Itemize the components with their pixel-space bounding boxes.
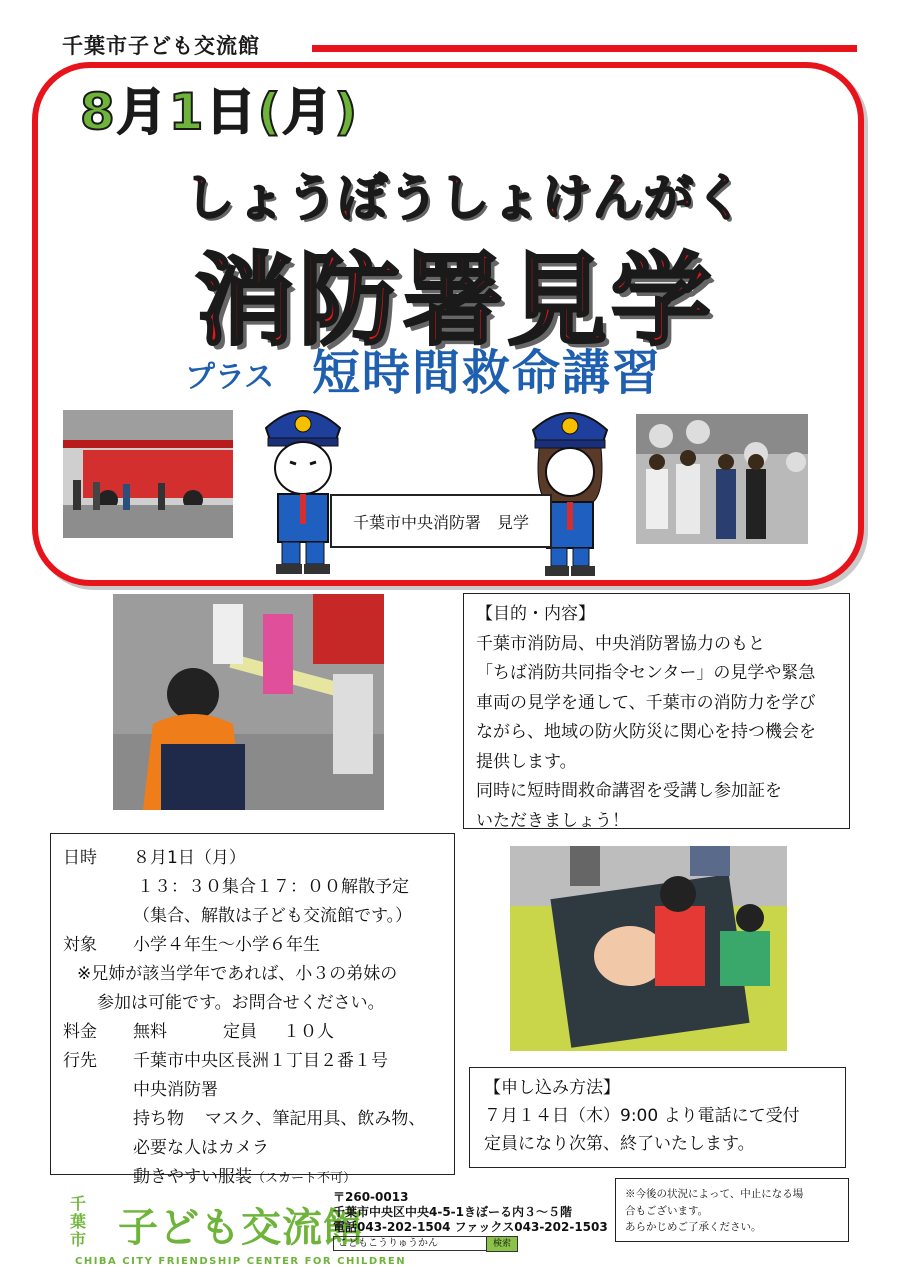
purpose-heading: 【目的・内容】 <box>476 604 595 624</box>
items-value-2: 必要な人はカメラ <box>133 1138 269 1158</box>
destination-name: 中央消防署 <box>133 1080 218 1100</box>
address: 千葉市中央区中央4-5-1きぼーる内３〜５階 <box>333 1205 573 1219</box>
destination-label: 行先 <box>63 1051 97 1071</box>
purpose-line: 提供します。 <box>476 751 577 772</box>
logo-text: 子ども交流館 <box>118 1205 364 1251</box>
sibling-note: ※兄姉が該当学年であれば、小３の弟妹の <box>77 964 398 984</box>
event-info-box <box>50 833 455 1187</box>
cpr-training-photo <box>510 846 787 1051</box>
capacity-label: 定員 <box>223 1022 257 1042</box>
apply-line: 定員になり次第、終了いたします。 <box>484 1134 755 1154</box>
fee-value: 無料 <box>133 1022 167 1042</box>
title-kana: しょうぼうしょけんがく <box>184 169 746 227</box>
search-button[interactable]: 検索 <box>486 1236 518 1252</box>
destination-address: 千葉市中央区長洲１丁目２番１号 <box>133 1051 388 1071</box>
visit-banner: 千葉市中央消防署 見学 <box>330 494 552 548</box>
firefighter-boy-illustration <box>258 400 348 576</box>
apply-line: ７月１４日（木）9:00 より電話にて受付 <box>484 1106 800 1126</box>
capacity-value: １０人 <box>283 1022 334 1042</box>
logo-english: CHIBA CITY FRIENDSHIP CENTER FOR CHILDREN <box>75 1256 407 1267</box>
date-label: 日時 <box>63 848 97 868</box>
purpose-line: 「ちば消防共同指令センター」の見学や緊急 <box>476 663 816 683</box>
children-equipment-photo <box>636 414 808 544</box>
organization-name: 千葉市子ども交流館 <box>62 34 260 58</box>
search-input[interactable]: こどもこうりゅうかん <box>333 1236 489 1251</box>
phone-fax: 電話043-202-1504 ファックス043-202-1503 <box>333 1220 608 1234</box>
cancellation-notice <box>615 1178 849 1242</box>
firefighter-girl-illustration <box>525 402 615 578</box>
clothing-note: （スカート不可） <box>252 1171 357 1186</box>
fire-truck-photo <box>63 410 233 538</box>
purpose-line: 同時に短時間救命講習を受講し参加証を <box>476 781 782 801</box>
items-value: マスク、筆記用具、飲み物、 <box>205 1109 426 1129</box>
notice-line: 合もございます。 <box>625 1204 709 1217</box>
clothing: 動きやすい服装 <box>133 1167 252 1187</box>
purpose-line: 千葉市消防局、中央消防署協力のもと <box>476 633 765 654</box>
items-label: 持ち物 <box>133 1109 184 1129</box>
purpose-line: ながら、地域の防火防災に関心を持つ機会を <box>476 722 816 742</box>
subtitle: 短時間救命講習 <box>312 345 663 401</box>
plus-label: プラス <box>185 360 275 395</box>
purpose-line: いただきましょう！ <box>476 810 629 831</box>
target-label: 対象 <box>63 935 97 955</box>
notice-line: あらかじめご了承ください。 <box>625 1221 762 1233</box>
target-value: 小学４年生〜小学６年生 <box>133 935 320 955</box>
fire-hose-photo <box>113 594 384 810</box>
event-date: 8月1日(月) <box>80 83 360 141</box>
postal-code: 〒260-0013 <box>333 1190 409 1204</box>
purpose-box <box>463 593 850 829</box>
fee-label: 料金 <box>63 1022 97 1042</box>
apply-heading: 【申し込み方法】 <box>484 1078 620 1098</box>
place-note: （集合、解散は子ども交流館です。） <box>133 906 413 926</box>
time-value: １３：３０集合１７：００解散予定 <box>137 877 409 897</box>
sibling-note: 参加は可能です。お問合せください。 <box>97 993 385 1013</box>
page-title: 消防署見学 <box>195 242 715 359</box>
logo-city: 千葉市 <box>70 1194 87 1249</box>
application-box <box>469 1067 846 1168</box>
contact-info <box>333 1190 608 1235</box>
notice-line: ※今後の状況によって、中止になる場 <box>625 1188 804 1200</box>
purpose-line: 車両の見学を通して、千葉市の消防力を学び <box>476 692 816 713</box>
header-divider <box>312 45 857 52</box>
date-value: ８月1日（月） <box>133 848 246 868</box>
